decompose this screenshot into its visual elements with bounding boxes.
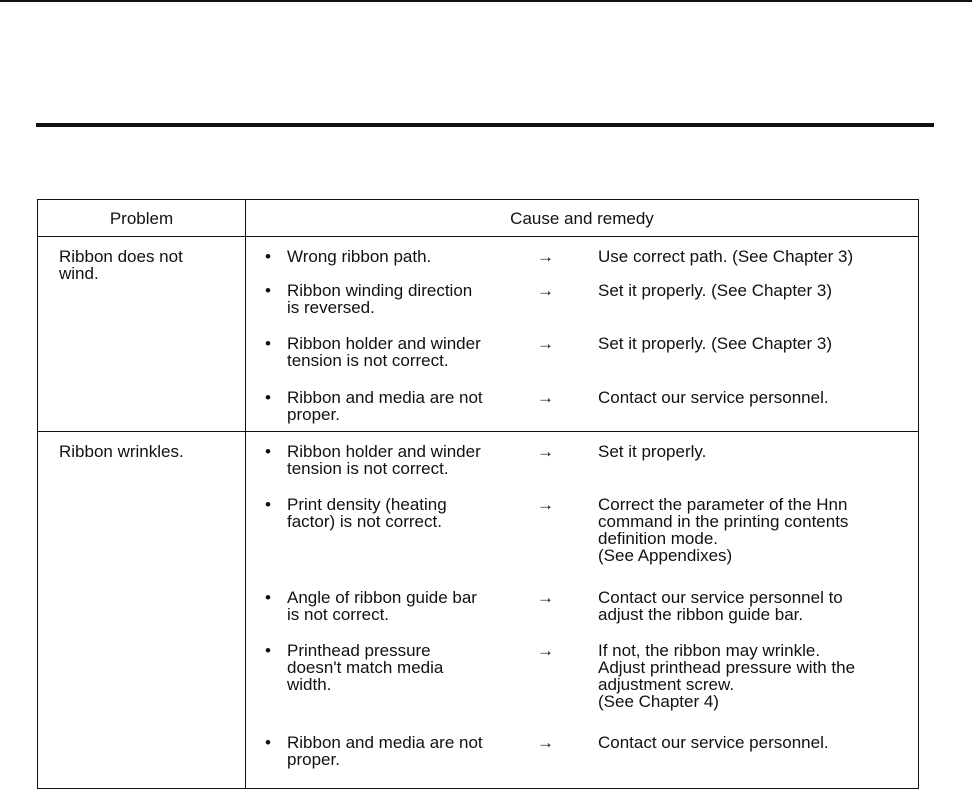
- cause-text: Angle of ribbon guide bar is not correct.: [287, 588, 477, 624]
- cause-text: Printhead pressure doesn't match media width.: [287, 641, 444, 694]
- bullet: •: [265, 495, 271, 514]
- bullet: •: [265, 641, 271, 660]
- arrow-icon: →: [537, 641, 554, 660]
- bullet: •: [265, 733, 271, 752]
- remedy-text: Use correct path. (See Chapter 3): [598, 247, 854, 266]
- column-divider: [245, 200, 246, 788]
- top-rule: [0, 0, 972, 2]
- troubleshooting-table: [37, 199, 919, 789]
- arrow-icon: →: [537, 588, 554, 607]
- bullet: •: [265, 388, 271, 407]
- header-problem: Problem: [109, 209, 174, 228]
- section-rule: [36, 123, 934, 127]
- remedy-text: Set it properly.: [598, 442, 707, 461]
- bullet: •: [265, 588, 271, 607]
- row-divider: [38, 431, 918, 432]
- cause-text: Wrong ribbon path.: [287, 247, 432, 266]
- arrow-icon: →: [537, 334, 554, 353]
- cause-text: Ribbon holder and winder tension is not correct.: [287, 442, 481, 478]
- remedy-text: Set it properly. (See Chapter 3): [598, 281, 833, 300]
- problem-cell: Ribbon does not wind.: [59, 247, 183, 283]
- cause-text: Ribbon winding direction is reversed.: [287, 281, 473, 317]
- remedy-text: Contact our service personnel.: [598, 388, 829, 407]
- bullet: •: [265, 334, 271, 353]
- remedy-text: Correct the parameter of the Hnn command in the printing contents definition mode. (See Appendixes): [598, 495, 849, 565]
- arrow-icon: →: [537, 495, 554, 514]
- remedy-text: Contact our service personnel.: [598, 733, 829, 752]
- cause-text: Ribbon and media are not proper.: [287, 388, 483, 424]
- remedy-text: Set it properly. (See Chapter 3): [598, 334, 833, 353]
- problem-cell: Ribbon wrinkles.: [59, 442, 184, 461]
- arrow-icon: →: [537, 247, 554, 266]
- bullet: •: [265, 281, 271, 300]
- arrow-icon: →: [537, 388, 554, 407]
- header-cause-remedy: Cause and remedy: [510, 209, 654, 228]
- arrow-icon: →: [537, 281, 554, 300]
- cause-text: Ribbon holder and winder tension is not correct.: [287, 334, 481, 370]
- bullet: •: [265, 247, 271, 266]
- remedy-text: If not, the ribbon may wrinkle. Adjust printhead pressure with the adjustment screw. (See Chapter 4): [598, 641, 856, 711]
- cause-text: Print density (heating factor) is not correct.: [287, 495, 447, 531]
- table-header-row: [38, 200, 918, 237]
- arrow-icon: →: [537, 733, 554, 752]
- cause-text: Ribbon and media are not proper.: [287, 733, 483, 769]
- remedy-text: Contact our service personnel to adjust the ribbon guide bar.: [598, 588, 843, 624]
- bullet: •: [265, 442, 271, 461]
- arrow-icon: →: [537, 442, 554, 461]
